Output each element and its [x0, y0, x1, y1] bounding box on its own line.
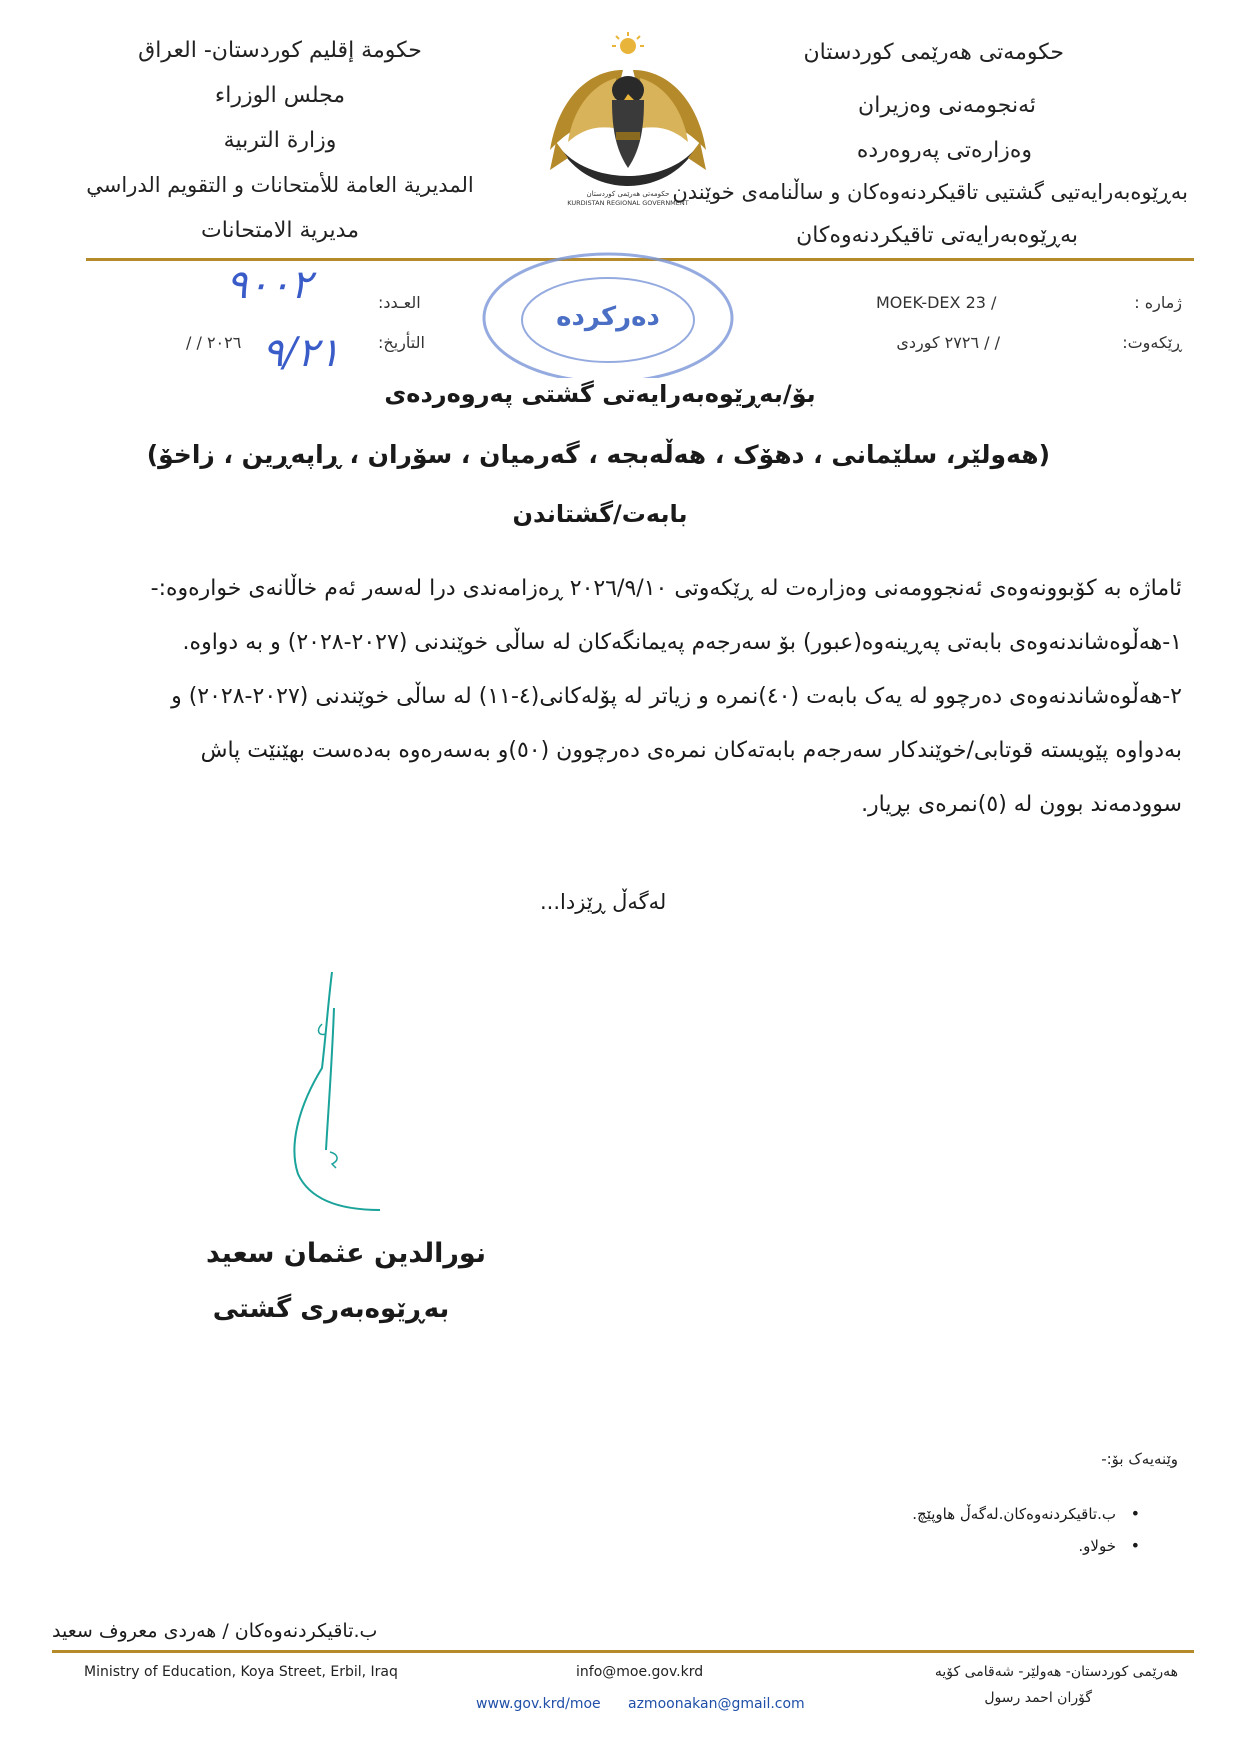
header-arabic-line-1: حكومة إقليم كوردستان- العراق [138, 38, 422, 63]
adad-label: العـدد: [378, 293, 421, 312]
subject-line: بابەت/گشتاندن [512, 500, 688, 528]
handwritten-signature [270, 964, 400, 1224]
recipient-line-1: بۆ/بەڕێوەبەرایەتی گشتی پەروەردەی [384, 380, 816, 408]
body-line-5: سوودمەند بوون لە (٥)نمرەی بڕیار. [861, 792, 1182, 817]
number-value: MOEK-DEX 23 / [876, 293, 997, 312]
footer-website-link[interactable]: www.gov.krd/moe [476, 1696, 601, 1712]
stamp-text: دەرکردە [556, 302, 660, 332]
header-kurdish-line-3: وەزارەتی پەروەردە [856, 138, 1032, 163]
cc-item: ب.تاقیکردنەوەکان.لەگەڵ هاوپێچ. • [912, 1498, 1140, 1530]
issued-stamp [478, 246, 738, 378]
handwritten-number: ٩٠٠٢ [226, 262, 312, 308]
prepared-by: ب.تاقیکردنەوەکان / هەردی معروف سعيد [52, 1620, 378, 1642]
handwritten-date: ٩/٢١ [262, 330, 340, 376]
body-line-2: ١-هەڵوەشاندنەوەی بابەتی پەڕینەوە(عبور) بۆ سەرجەم پەیمانگەکان لە ساڵی خوێندنی (٢٠٢٧-٢٠٢٨) و بە دواوە. [182, 630, 1182, 655]
body-line-4: بەدواوە پێویستە قوتابی/خوێندکار سەرجەم بابەتەکان نمرەی دەرچوون (٥٠)و بەسەرەوە بەدەست بهێنێت پاش [200, 738, 1182, 763]
cc-list [912, 1498, 1140, 1562]
cc-item: خولاو. • [912, 1530, 1140, 1562]
header-kurdish-line-2: ئەنجومەنی وەزیران [858, 93, 1036, 118]
header-arabic-line-4: المديرية العامة للأمتحانات و التقويم الدراسي [86, 173, 474, 197]
header-kurdish-line-4: بەڕێوەبەرایەتیی گشتیی تاقیکردنەوەکان و ساڵنامەی خوێندن [672, 180, 1188, 204]
cc-label: وێنەیەک بۆ:- [1101, 1450, 1178, 1468]
svg-text:حکومەتی هەرێمی کوردستان: حکومەتی هەرێمی کوردستان [586, 190, 670, 198]
date-label: ڕێکەوت: [1122, 333, 1182, 352]
kurdistan-eagle-emblem-icon [528, 30, 728, 206]
tarikh-label: التأريخ: [378, 333, 425, 352]
header-arabic-line-5: مديرية الامتحانات [200, 218, 360, 243]
header-arabic-line-3: وزارة التربية [223, 128, 337, 153]
body-line-1: ئاماژە بە کۆبوونەوەی ئەنجوومەنی وەزارەت لە ڕێکەوتی ٢٠٢٦/٩/١٠ ڕەزامەندی درا لەسەر ئەم خاڵانەی خوارەوە:- [150, 576, 1182, 601]
header-kurdish-line-5: بەڕێوەبەرایەتی تاقیکردنەوەکان [796, 223, 1078, 248]
footer-address-ku-2: گۆران احمد رسول [984, 1690, 1092, 1706]
footer-divider [52, 1650, 1194, 1653]
footer-email-exams-link[interactable]: azmoonakan@gmail.com [628, 1696, 805, 1712]
footer-email-main[interactable]: info@moe.gov.krd [576, 1664, 704, 1680]
footer-address-en: Ministry of Education, Koya Street, Erbil, Iraq [84, 1664, 398, 1680]
header-kurdish-line-1: حکومەتی هەرێمی کوردستان [803, 40, 1064, 65]
header-arabic-line-2: مجلس الوزراء [214, 83, 346, 108]
number-label: ژمارە : [1134, 293, 1182, 312]
signatory-title: بەڕێوەبەری گشتی [212, 1294, 450, 1324]
footer-address-ku-1: هەرێمی کوردستان- هەولێر- شەقامی کۆیە [934, 1664, 1178, 1680]
body-line-3: ٢-هەڵوەشاندنەوەی دەرچوو لە یەک بابەت (٤٠)نمرە و زیاتر لە پۆلەکانی(٤-١١) لە ساڵی خوێندنی (٢٠٢٧-٢٠٢٨) و [171, 684, 1182, 709]
date-value: / / ٢٧٢٦ كوردی [896, 333, 1000, 352]
svg-text:KURDISTAN REGIONAL GOVERNMENT: KURDISTAN REGIONAL GOVERNMENT [567, 199, 689, 206]
tarikh-value: / / ٢٠٢٦ [186, 333, 242, 352]
signatory-name: نورالدين عثمان سعيد [206, 1238, 486, 1269]
closing-text: لەگەڵ ڕێزدا... [540, 890, 667, 914]
recipient-line-2: (هەولێر، سلێمانی ، دهۆک ، هەڵەبجە ، گەرمیان ، سۆران ، ڕاپەڕین ، زاخۆ) [146, 440, 1050, 469]
